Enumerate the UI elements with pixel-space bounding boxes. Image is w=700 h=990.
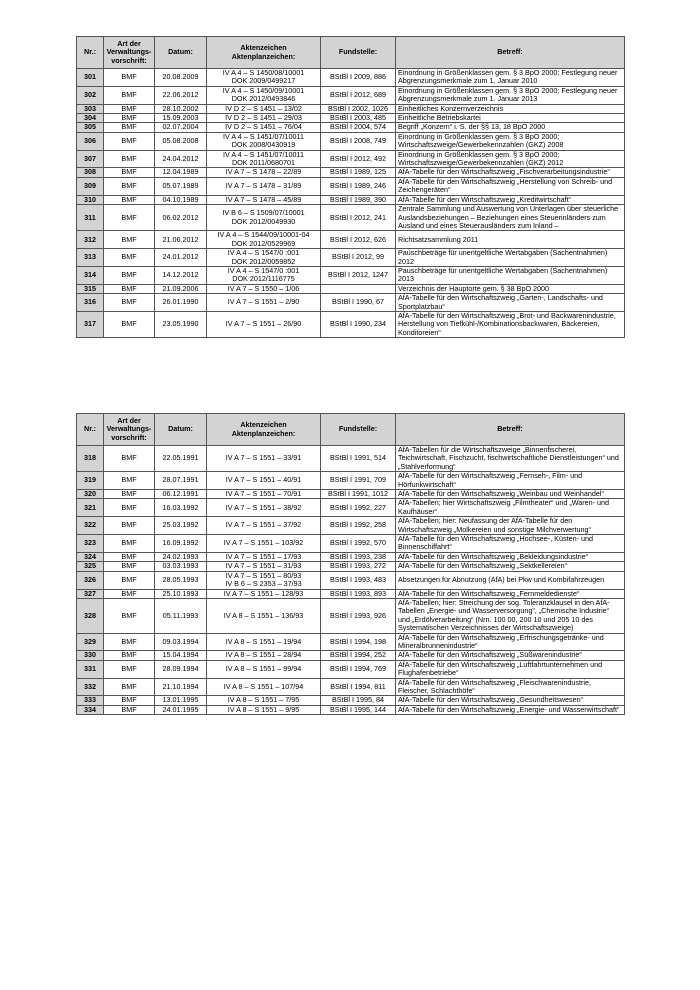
cell-nr: 325 [77, 562, 104, 571]
cell-betreff: Begriff „Konzern“ i. S. der §§ 13, 18 BpO 2000 [396, 123, 625, 132]
cell-betreff: AfA-Tabelle für den Wirtschaftszweig „Süßwarenindustrie“ [396, 651, 625, 660]
cell-art: BMF [104, 177, 155, 195]
table-row [77, 705, 625, 714]
cell-art: BMF [104, 294, 155, 312]
cell-datum: 26.01.1990 [155, 294, 207, 312]
cell-betreff: Einheitliches Konzernverzeichnis [396, 104, 625, 113]
cell-betreff: Einordnung in Größenklassen gem. § 3 BpO 2000; Festlegung neuer Abgrenzungsmerkmale zum 1. Januar 2013 [396, 86, 625, 104]
cell-datum: 21.06.2012 [155, 231, 207, 249]
cell-datum: 06.12.1991 [155, 490, 207, 499]
cell-datum: 20.08.2009 [155, 69, 207, 87]
cell-fundstelle: BStBl I 2012, 492 [321, 150, 396, 168]
cell-betreff: AfA-Tabellen; hier: Streichung der sog. Toleranzklausel in den AfA-Tabellen „Energie- und Wasserversorgung“, „Chemische Industrie“ und „Erdölverarbeitung“ (Nrn. 100 00, 200 10 und 205 10 des Systematischen Verzeichnisses der Wirtschaftszweige) [396, 598, 625, 633]
cell-art: BMF [104, 249, 155, 267]
cell-nr: 303 [77, 104, 104, 113]
table-row [77, 633, 625, 651]
cell-fundstelle: BStBl I 1994, 252 [321, 651, 396, 660]
cell-betreff: AfA-Tabelle für den Wirtschaftszweig „Gesundheitswesen“ [396, 696, 625, 705]
cell-nr: 312 [77, 231, 104, 249]
table-row [77, 69, 625, 87]
register-table-1 [76, 36, 625, 338]
cell-nr: 328 [77, 598, 104, 633]
cell-art: BMF [104, 472, 155, 490]
cell-aktenzeichen: IV A 7 – S 1478 – 22/89 [207, 168, 321, 177]
cell-nr: 320 [77, 490, 104, 499]
cell-datum: 12.04.1989 [155, 168, 207, 177]
cell-nr: 311 [77, 205, 104, 231]
cell-aktenzeichen: IV A 7 – S 1551 – 128/93 [207, 589, 321, 598]
table-body-1 [77, 69, 625, 338]
cell-aktenzeichen: IV A 7 – S 1551 – 17/93 [207, 552, 321, 561]
cell-aktenzeichen: IV A 8 – S 1551 – 19/94 [207, 633, 321, 651]
cell-art: BMF [104, 205, 155, 231]
cell-art: BMF [104, 660, 155, 678]
cell-art: BMF [104, 231, 155, 249]
header-art: Art der Verwaltungs- vorschrift: [104, 37, 155, 69]
cell-datum: 23.05.1990 [155, 311, 207, 337]
cell-datum: 28.09.1994 [155, 660, 207, 678]
cell-fundstelle: BStBl I 1993, 272 [321, 562, 396, 571]
cell-art: BMF [104, 69, 155, 87]
cell-fundstelle: BStBl I 2009, 886 [321, 69, 396, 87]
table-row [77, 535, 625, 553]
cell-datum: 28.05.1993 [155, 571, 207, 589]
cell-aktenzeichen: IV D 2 – S 1451 – 13/02 [207, 104, 321, 113]
cell-fundstelle: BStBl I 1991, 514 [321, 446, 396, 472]
cell-aktenzeichen: IV A 4 – S 1450/08/10001 DOK 2009/0499217 [207, 69, 321, 87]
table-row [77, 499, 625, 517]
cell-aktenzeichen: IV A 4 – S 1450/09/10001 DOK 2012/0493846 [207, 86, 321, 104]
table-row [77, 266, 625, 284]
cell-fundstelle: BStBl I 2012, 1247 [321, 266, 396, 284]
cell-nr: 324 [77, 552, 104, 561]
cell-fundstelle: BStBl I 1994, 769 [321, 660, 396, 678]
cell-art: BMF [104, 86, 155, 104]
cell-betreff: AfA-Tabelle für den Wirtschaftszweig „Herstellung von Schreib- und Zeichengeräten“ [396, 177, 625, 195]
table-row [77, 571, 625, 589]
table-row [77, 660, 625, 678]
cell-betreff: AfA-Tabellen; hier: Neufassung der AfA-Tabelle für den Wirtschaftszweig „Molkereien und sonstige Milchverwertung“ [396, 517, 625, 535]
cell-nr: 329 [77, 633, 104, 651]
cell-nr: 319 [77, 472, 104, 490]
cell-fundstelle: BStBl I 1993, 926 [321, 598, 396, 633]
cell-art: BMF [104, 562, 155, 571]
table-row [77, 231, 625, 249]
cell-nr: 304 [77, 114, 104, 123]
cell-betreff: AfA-Tabelle für den Wirtschaftszweig „Fleischwarenindustrie, Fleischer, Schlachthöfe“ [396, 678, 625, 696]
cell-aktenzeichen: IV A 7 – S 1551 – 33/91 [207, 446, 321, 472]
header-datum: Datum: [155, 414, 207, 446]
table-row [77, 168, 625, 177]
cell-art: BMF [104, 589, 155, 598]
cell-fundstelle: BStBl I 1989, 125 [321, 168, 396, 177]
cell-datum: 14.12.2012 [155, 266, 207, 284]
cell-nr: 315 [77, 284, 104, 293]
cell-nr: 301 [77, 69, 104, 87]
header-art: Art der Verwaltungs- vorschrift: [104, 414, 155, 446]
cell-datum: 24.01.1995 [155, 705, 207, 714]
cell-nr: 321 [77, 499, 104, 517]
cell-betreff: Verzeichnis der Hauptorte gem. § 38 BpO 2000 [396, 284, 625, 293]
table-row [77, 696, 625, 705]
cell-nr: 334 [77, 705, 104, 714]
cell-betreff: Pauschbeträge für unentgeltliche Wertabgaben (Sachentnahmen) 2012 [396, 249, 625, 267]
cell-nr: 308 [77, 168, 104, 177]
cell-nr: 332 [77, 678, 104, 696]
cell-betreff: Pauschbeträge für unentgeltliche Wertabgaben (Sachentnahmen) 2013 [396, 266, 625, 284]
cell-nr: 306 [77, 132, 104, 150]
cell-aktenzeichen: IV A 7 – S 1478 – 31/89 [207, 177, 321, 195]
cell-nr: 318 [77, 446, 104, 472]
cell-betreff: Einordnung in Größenklassen gem. § 3 BpO 2000; Festlegung neuer Abgrenzungsmerkmale zum 1. Januar 2010 [396, 69, 625, 87]
cell-aktenzeichen: IV A 7 – S 1551 – 103/92 [207, 535, 321, 553]
cell-betreff: AfA-Tabelle für den Wirtschaftszweig „Fernseh-, Film- und Hörfunkwirtschaft“ [396, 472, 625, 490]
cell-aktenzeichen: IV A 7 – S 1478 – 45/89 [207, 195, 321, 204]
cell-aktenzeichen: IV D 2 – S 1451 – 76/04 [207, 123, 321, 132]
cell-aktenzeichen: IV A 7 – S 1550 – 1/06 [207, 284, 321, 293]
cell-fundstelle: BStBl I 2012, 689 [321, 86, 396, 104]
cell-datum: 16.09.1992 [155, 535, 207, 553]
cell-betreff: AfA-Tabelle für den Wirtschaftszweig „Hochsee-, Küsten- und Binnenschiffahrt“ [396, 535, 625, 553]
table-row [77, 598, 625, 633]
cell-aktenzeichen: IV A 7 – S 1551 – 26/90 [207, 311, 321, 337]
cell-fundstelle: BStBl I 1992, 258 [321, 517, 396, 535]
cell-fundstelle [321, 284, 396, 293]
cell-art: BMF [104, 571, 155, 589]
table-row [77, 311, 625, 337]
cell-fundstelle: BStBl I 1995, 144 [321, 705, 396, 714]
table-body-2 [77, 446, 625, 715]
cell-aktenzeichen: IV A 4 – S 1544/09/10001-04 DOK 2012/0529969 [207, 231, 321, 249]
cell-betreff: Absetzungen für Abnutzung (AfA) bei Pkw und Kombifahrzeugen [396, 571, 625, 589]
cell-aktenzeichen: IV A 8 – S 1551 – 28/94 [207, 651, 321, 660]
cell-art: BMF [104, 517, 155, 535]
cell-fundstelle: BStBl I 2003, 485 [321, 114, 396, 123]
cell-art: BMF [104, 651, 155, 660]
cell-aktenzeichen: IV A 4 – S 1451/07/10011 DOK 2008/0430919 [207, 132, 321, 150]
cell-fundstelle: BStBl I 1994, 198 [321, 633, 396, 651]
table-row [77, 651, 625, 660]
cell-datum: 02.07.2004 [155, 123, 207, 132]
cell-fundstelle: BStBl I 2012, 241 [321, 205, 396, 231]
cell-art: BMF [104, 598, 155, 633]
cell-betreff: AfA-Tabelle für den Wirtschaftszweig „Garten-, Landschafts- und Sportplatzbau“ [396, 294, 625, 312]
table-header [77, 414, 625, 446]
table-row [77, 678, 625, 696]
cell-datum: 25.10.1993 [155, 589, 207, 598]
cell-nr: 309 [77, 177, 104, 195]
cell-datum: 05.07.1989 [155, 177, 207, 195]
cell-aktenzeichen: IV A 7 – S 1551 – 38/92 [207, 499, 321, 517]
cell-datum: 22.05.1991 [155, 446, 207, 472]
header-aktenzeichen: Aktenzeichen Aktenplanzeichen: [207, 37, 321, 69]
table-row [77, 150, 625, 168]
cell-fundstelle: BStBl I 1993, 238 [321, 552, 396, 561]
cell-art: BMF [104, 705, 155, 714]
cell-fundstelle: BStBl I 1989, 390 [321, 195, 396, 204]
header-betreff: Betreff: [396, 37, 625, 69]
cell-betreff: Einordnung in Größenklassen gem. § 3 BpO 2000; Wirtschaftszweige/Gewerbekennzahlen (GKZ) 2012 [396, 150, 625, 168]
cell-art: BMF [104, 490, 155, 499]
cell-nr: 317 [77, 311, 104, 337]
header-fundstelle: Fundstelle: [321, 414, 396, 446]
cell-aktenzeichen: IV A 4 – S 1451/07/10011 DOK 2011/0680701 [207, 150, 321, 168]
cell-betreff: AfA-Tabellen für die Wirtschaftszweige „Binnenfischerei, Teichwirtschaft, Fischzucht, fischwirtschaftliche Dienstleistungen“ und „Stahlverformung“ [396, 446, 625, 472]
cell-aktenzeichen: IV A 8 – S 1551 – 9/95 [207, 705, 321, 714]
cell-betreff: Richtsatzsammlung 2011 [396, 231, 625, 249]
cell-fundstelle: BStBl I 2008, 749 [321, 132, 396, 150]
cell-aktenzeichen: IV A 7 – S 1551 – 70/91 [207, 490, 321, 499]
cell-datum: 28.10.2002 [155, 104, 207, 113]
cell-fundstelle: BStBl I 1989, 246 [321, 177, 396, 195]
cell-nr: 314 [77, 266, 104, 284]
cell-art: BMF [104, 696, 155, 705]
cell-art: BMF [104, 552, 155, 561]
cell-art: BMF [104, 132, 155, 150]
table-row [77, 294, 625, 312]
cell-art: BMF [104, 499, 155, 517]
cell-aktenzeichen: IV A 7 – S 1551 – 31/93 [207, 562, 321, 571]
cell-aktenzeichen: IV D 2 – S 1451 – 29/03 [207, 114, 321, 123]
header-fundstelle: Fundstelle: [321, 37, 396, 69]
cell-nr: 316 [77, 294, 104, 312]
cell-betreff: Einheitliche Betriebskartei [396, 114, 625, 123]
cell-art: BMF [104, 195, 155, 204]
cell-datum: 03.03.1993 [155, 562, 207, 571]
cell-datum: 05.11.1993 [155, 598, 207, 633]
cell-fundstelle: BStBl I 2012, 99 [321, 249, 396, 267]
cell-datum: 16.03.1992 [155, 499, 207, 517]
cell-fundstelle: BStBl I 1993, 483 [321, 571, 396, 589]
cell-datum: 15.04.1994 [155, 651, 207, 660]
cell-fundstelle: BStBl I 1992, 227 [321, 499, 396, 517]
cell-betreff: Einordnung in Größenklassen gem. § 3 BpO 2000; Wirtschaftszweige/Gewerbekennzahlen (GKZ) 2008 [396, 132, 625, 150]
cell-nr: 327 [77, 589, 104, 598]
header-datum: Datum: [155, 37, 207, 69]
cell-art: BMF [104, 446, 155, 472]
header-nr: Nr.: [77, 37, 104, 69]
cell-nr: 307 [77, 150, 104, 168]
cell-aktenzeichen: IV A 8 – S 1551 – 107/94 [207, 678, 321, 696]
table-row [77, 132, 625, 150]
cell-datum: 22.06.2012 [155, 86, 207, 104]
cell-nr: 333 [77, 696, 104, 705]
cell-datum: 04.10.1989 [155, 195, 207, 204]
cell-art: BMF [104, 284, 155, 293]
table-row [77, 123, 625, 132]
cell-betreff: AfA-Tabelle für den Wirtschaftszweig „Weinbau und Weinhandel“ [396, 490, 625, 499]
cell-betreff: AfA-Tabelle für den Wirtschaftszweig „Luftfahrtunternehmen und Flughafenbetriebe“ [396, 660, 625, 678]
cell-art: BMF [104, 150, 155, 168]
cell-datum: 25.03.1992 [155, 517, 207, 535]
table-row [77, 562, 625, 571]
cell-fundstelle: BStBl I 1990, 67 [321, 294, 396, 312]
table-row [77, 205, 625, 231]
table-row [77, 589, 625, 598]
cell-datum: 24.01.2012 [155, 249, 207, 267]
table-header [77, 37, 625, 69]
table-row [77, 86, 625, 104]
cell-betreff: AfA-Tabelle für den Wirtschaftszweig „Sektkellereien“ [396, 562, 625, 571]
cell-fundstelle: BStBl I 1995, 84 [321, 696, 396, 705]
cell-nr: 302 [77, 86, 104, 104]
cell-nr: 305 [77, 123, 104, 132]
cell-art: BMF [104, 123, 155, 132]
cell-betreff: AfA-Tabelle für den Wirtschaftszweig „Erfrischungsgetränke- und Mineralbrunnenindustrie“ [396, 633, 625, 651]
header-nr: Nr.: [77, 414, 104, 446]
cell-betreff: AfA-Tabelle für den Wirtschaftszweig „Bekleidungsindustrie“ [396, 552, 625, 561]
cell-datum: 21.09.2006 [155, 284, 207, 293]
cell-betreff: AfA-Tabelle für den Wirtschaftszweig „Fischverarbeitungsindustrie“ [396, 168, 625, 177]
cell-fundstelle: BStBl I 2002, 1026 [321, 104, 396, 113]
cell-fundstelle: BStBl I 1991, 709 [321, 472, 396, 490]
table-row [77, 472, 625, 490]
table-row [77, 517, 625, 535]
cell-fundstelle: BStBl I 2012, 626 [321, 231, 396, 249]
cell-aktenzeichen: IV A 4 – S 1547/0 :001 DOK 2012/1116775 [207, 266, 321, 284]
cell-fundstelle: BStBl I 1992, 570 [321, 535, 396, 553]
cell-datum: 28.07.1991 [155, 472, 207, 490]
cell-datum: 13.01.1995 [155, 696, 207, 705]
cell-art: BMF [104, 633, 155, 651]
cell-art: BMF [104, 535, 155, 553]
cell-datum: 24.02.1993 [155, 552, 207, 561]
cell-fundstelle: BStBl I 1993, 893 [321, 589, 396, 598]
cell-nr: 331 [77, 660, 104, 678]
cell-nr: 322 [77, 517, 104, 535]
cell-aktenzeichen: IV A 8 – S 1551 – 7/95 [207, 696, 321, 705]
cell-nr: 330 [77, 651, 104, 660]
cell-betreff: Zentrale Sammlung und Auswertung von Unterlagen über steuerliche Auslandsbeziehungen – Beziehungen eines Steuerinländers zum Ausland und eines Steuerausländers zum Inland – [396, 205, 625, 231]
cell-betreff: AfA-Tabelle für den Wirtschaftszweig „Brot- und Backwarenindustrie, Herstellung von Tiefkühl-/Kombinationsbackwaren, Bäckereien, Konditoreien“ [396, 311, 625, 337]
cell-aktenzeichen: IV A 7 – S 1551 – 80/93 IV B 6 – S 2353 – 37/93 [207, 571, 321, 589]
cell-datum: 15.09.2003 [155, 114, 207, 123]
cell-art: BMF [104, 104, 155, 113]
cell-datum: 09.03.1994 [155, 633, 207, 651]
cell-datum: 21.10.1994 [155, 678, 207, 696]
cell-aktenzeichen: IV A 4 – S 1547/0 :001 DOK 2012/0059852 [207, 249, 321, 267]
cell-art: BMF [104, 311, 155, 337]
cell-nr: 326 [77, 571, 104, 589]
table-row [77, 177, 625, 195]
cell-aktenzeichen: IV B 6 – S 1509/07/10001 DOK 2012/0049930 [207, 205, 321, 231]
cell-aktenzeichen: IV A 8 – S 1551 – 99/94 [207, 660, 321, 678]
cell-art: BMF [104, 114, 155, 123]
cell-art: BMF [104, 266, 155, 284]
cell-fundstelle: BStBl I 1990, 234 [321, 311, 396, 337]
header-betreff: Betreff: [396, 414, 625, 446]
cell-betreff: AfA-Tabelle für den Wirtschaftszweig „Energie- und Wasserwirtschaft“ [396, 705, 625, 714]
cell-betreff: AfA-Tabellen; hier Wirtschaftszweig „Filmtheater“ und „Waren- und Kaufhäuser“ [396, 499, 625, 517]
table-row [77, 249, 625, 267]
cell-art: BMF [104, 678, 155, 696]
cell-art: BMF [104, 168, 155, 177]
cell-nr: 323 [77, 535, 104, 553]
cell-aktenzeichen: IV A 7 – S 1551 – 40/91 [207, 472, 321, 490]
cell-datum: 05.08.2008 [155, 132, 207, 150]
cell-aktenzeichen: IV A 8 – S 1551 – 136/93 [207, 598, 321, 633]
cell-fundstelle: BStBl I 2004, 574 [321, 123, 396, 132]
cell-nr: 310 [77, 195, 104, 204]
cell-datum: 24.04.2012 [155, 150, 207, 168]
register-table-2 [76, 413, 625, 715]
cell-datum: 06.02.2012 [155, 205, 207, 231]
cell-fundstelle: BStBl I 1994, 811 [321, 678, 396, 696]
table-row [77, 446, 625, 472]
cell-aktenzeichen: IV A 7 – S 1551 – 37/92 [207, 517, 321, 535]
header-aktenzeichen: Aktenzeichen Aktenplanzeichen: [207, 414, 321, 446]
cell-aktenzeichen: IV A 7 – S 1551 – 2/90 [207, 294, 321, 312]
cell-fundstelle: BStBl I 1991, 1012 [321, 490, 396, 499]
cell-nr: 313 [77, 249, 104, 267]
cell-betreff: AfA-Tabelle für den Wirtschaftszweig „Kreditwirtschaft“ [396, 195, 625, 204]
cell-betreff: AfA-Tabelle für den Wirtschaftszweig „Fernmeldedienste“ [396, 589, 625, 598]
